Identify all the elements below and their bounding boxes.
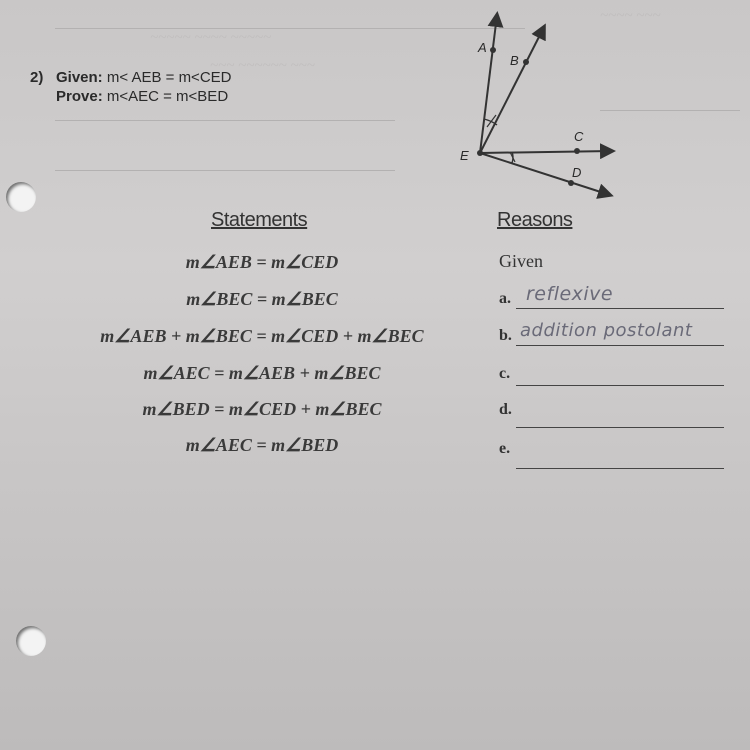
reason-a-blank [516, 308, 724, 309]
bleed-through-text: ~~~~ ~~~ [600, 8, 661, 24]
ray-ec [480, 151, 612, 153]
statements-header: Statements [211, 209, 308, 231]
reason-a [499, 290, 511, 308]
prove-label: Prove: [56, 88, 103, 105]
point-b [523, 59, 529, 65]
reason-c-blank[interactable] [516, 385, 724, 386]
label-d: D [572, 165, 582, 180]
statement-3: m∠AEB + m∠BEC = m∠CED + m∠BEC [100, 326, 424, 346]
given-text: m< AEB = m<CED [106, 69, 232, 86]
statement-1: m∠AEB = m∠CED [185, 252, 339, 272]
ray-ed [480, 153, 610, 195]
reason-d-blank[interactable] [516, 427, 724, 428]
point-c [574, 148, 580, 154]
angle-diagram [440, 5, 630, 205]
bleed-through-text: ~~~~~ ~~~~ ~~~~~ [150, 30, 272, 46]
reason-d-label: d. [499, 401, 512, 418]
reason-b-answer[interactable]: addition postolant [520, 320, 693, 341]
label-a: A [478, 40, 487, 55]
statement-4: m∠AEC = m∠AEB + m∠BEC [143, 363, 381, 383]
ray-eb [480, 27, 544, 153]
label-b: B [510, 53, 519, 68]
bleed-rule [55, 120, 395, 121]
bleed-through-text: ~~~ ~~~~~~ ~~~ [210, 58, 315, 74]
reason-c [499, 365, 510, 383]
statement-2: m∠BEC = m∠BEC [186, 289, 338, 309]
reason-b [499, 327, 512, 345]
statement-6: m∠AEC = m∠BED [185, 435, 339, 455]
reason-b-label: b. [499, 327, 512, 344]
reason-e [499, 440, 510, 458]
reasons-header: Reasons [497, 209, 573, 231]
prove-text: m<AEC = m<BED [106, 88, 229, 105]
reason-c-label: c. [499, 365, 511, 382]
ray-ea [480, 15, 497, 153]
label-e: E [460, 148, 469, 163]
given-label: Given: [56, 69, 103, 86]
reason-a-label: a. [499, 290, 511, 307]
point-e [477, 150, 483, 156]
bleed-rule [55, 170, 395, 171]
binder-hole [6, 182, 36, 212]
reason-e-blank[interactable] [516, 468, 724, 469]
reason-d [499, 401, 512, 419]
reason-e-label: e. [499, 440, 511, 457]
problem-number: 2) [30, 69, 44, 86]
binder-hole [16, 626, 46, 656]
reason-given: Given [499, 251, 543, 271]
point-a [490, 47, 496, 53]
label-c: C [574, 129, 584, 144]
problem-statement [30, 68, 232, 106]
reason-a-answer[interactable]: reflexive [526, 283, 614, 305]
reason-b-blank [516, 345, 724, 346]
point-d [568, 180, 574, 186]
statement-5: m∠BED = m∠CED + m∠BEC [142, 399, 382, 419]
